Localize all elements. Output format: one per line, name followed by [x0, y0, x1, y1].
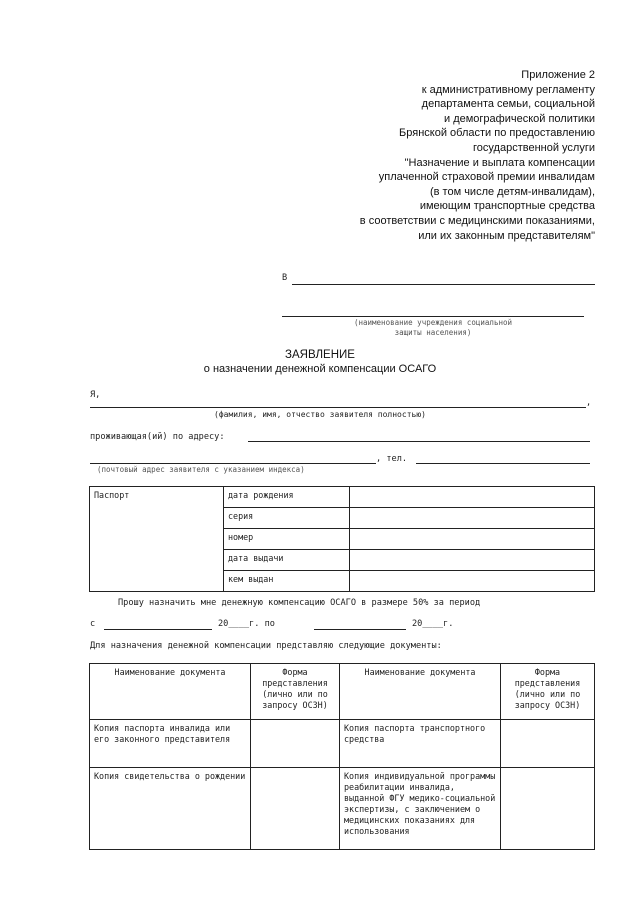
table-header-row	[90, 664, 595, 720]
table-row	[90, 720, 595, 768]
table-row	[90, 768, 595, 850]
column-header: Форма представления (лично или по запросу ОСЗН)	[501, 664, 595, 720]
appendix-line: Брянской области по предоставлению	[399, 127, 595, 140]
appendix-line: в соответствии с медицинскими показаниями,	[359, 214, 595, 227]
addressee-caption-line: (наименование учреждения социальной	[353, 318, 513, 327]
table-row	[90, 487, 595, 508]
appendix-line: и демографической политики	[444, 112, 595, 125]
phone-line[interactable]	[416, 463, 590, 464]
passport-field-label: номер	[224, 529, 350, 550]
passport-field-label: дата рождения	[224, 487, 350, 508]
addressee-prefix: В	[282, 273, 288, 283]
appendix-line: или их законным представителям"	[418, 229, 595, 242]
document-form-cell[interactable]	[501, 768, 595, 850]
appendix-line: департамента семьи, социальной	[421, 98, 595, 111]
passport-field-label: серия	[224, 508, 350, 529]
address-caption: (почтовый адрес заявителя с указанием индекса)	[97, 465, 305, 474]
passport-field-label: кем выдан	[224, 571, 350, 592]
document-name-cell: Копия свидетельства о рождении	[90, 768, 251, 850]
phone-label: , тел.	[376, 454, 408, 464]
applicant-name-caption: (фамилия, имя, отчество заявителя полностью)	[214, 410, 426, 419]
request-text: Прошу назначить мне денежную компенсацию ОСАГО в размере 50% за период	[118, 598, 481, 608]
document-subtitle: о назначении денежной компенсации ОСАГО	[203, 363, 437, 375]
document-name-cell: Копия паспорта инвалида или его законного представителя	[90, 720, 251, 768]
documents-intro: Для назначения денежной компенсации представляю следующие документы:	[90, 641, 442, 651]
applicant-name-comma: ,	[586, 398, 592, 408]
passport-field-value[interactable]	[350, 571, 595, 592]
passport-field-label: дата выдачи	[224, 550, 350, 571]
column-header: Форма представления (лично или по запросу ОСЗН)	[251, 664, 340, 720]
appendix-line: "Назначение и выплата компенсации	[404, 156, 595, 169]
passport-field-value[interactable]	[350, 550, 595, 571]
document-form-cell[interactable]	[501, 720, 595, 768]
period-to-line[interactable]	[314, 629, 406, 630]
addressee-line-1[interactable]	[292, 284, 595, 285]
passport-field-value[interactable]	[350, 529, 595, 550]
applicant-i-label: Я,	[90, 390, 101, 400]
documents-table	[89, 663, 595, 850]
appendix-line: Приложение 2	[521, 69, 595, 81]
passport-field-value[interactable]	[350, 487, 595, 508]
appendix-line: к административному регламенту	[421, 83, 595, 96]
passport-field-value[interactable]	[350, 508, 595, 529]
period-year-2: 20____г.	[412, 619, 454, 629]
applicant-name-line[interactable]	[90, 407, 586, 408]
passport-table	[89, 486, 595, 592]
column-header: Наименование документа	[340, 664, 501, 720]
document-title: ЗАЯВЛЕНИЕ	[285, 349, 355, 361]
appendix-line: государственной услуги	[473, 141, 595, 154]
document-name-cell: Копия паспорта транспортного средства	[340, 720, 501, 768]
document-form-cell[interactable]	[251, 768, 340, 850]
address-line-2[interactable]	[90, 463, 376, 464]
document-form-cell[interactable]	[251, 720, 340, 768]
appendix-line: (в том числе детям-инвалидам),	[429, 185, 595, 198]
appendix-line: уплаченной страховой премии инвалидам	[378, 171, 595, 184]
addressee-line-2[interactable]	[282, 316, 584, 317]
addressee-caption	[282, 318, 584, 338]
document-name-cell: Копия индивидуальной программы реабилитации инвалида, выданной ФГУ медико-социальной экспертизы, с заключением о медицинских показаниях для использования	[340, 768, 501, 850]
column-header: Наименование документа	[90, 664, 251, 720]
address-line-1[interactable]	[248, 441, 590, 442]
period-from-label: с	[90, 619, 96, 629]
address-label: проживающая(ий) по адресу:	[90, 432, 225, 442]
appendix-block	[295, 68, 595, 243]
appendix-line: имеющим транспортные средства	[419, 200, 595, 213]
passport-label: Паспорт	[90, 487, 224, 592]
addressee-caption-line: защиты населения)	[394, 328, 472, 337]
period-from-line[interactable]	[104, 629, 212, 630]
period-year-1: 20____г. по	[218, 619, 275, 629]
